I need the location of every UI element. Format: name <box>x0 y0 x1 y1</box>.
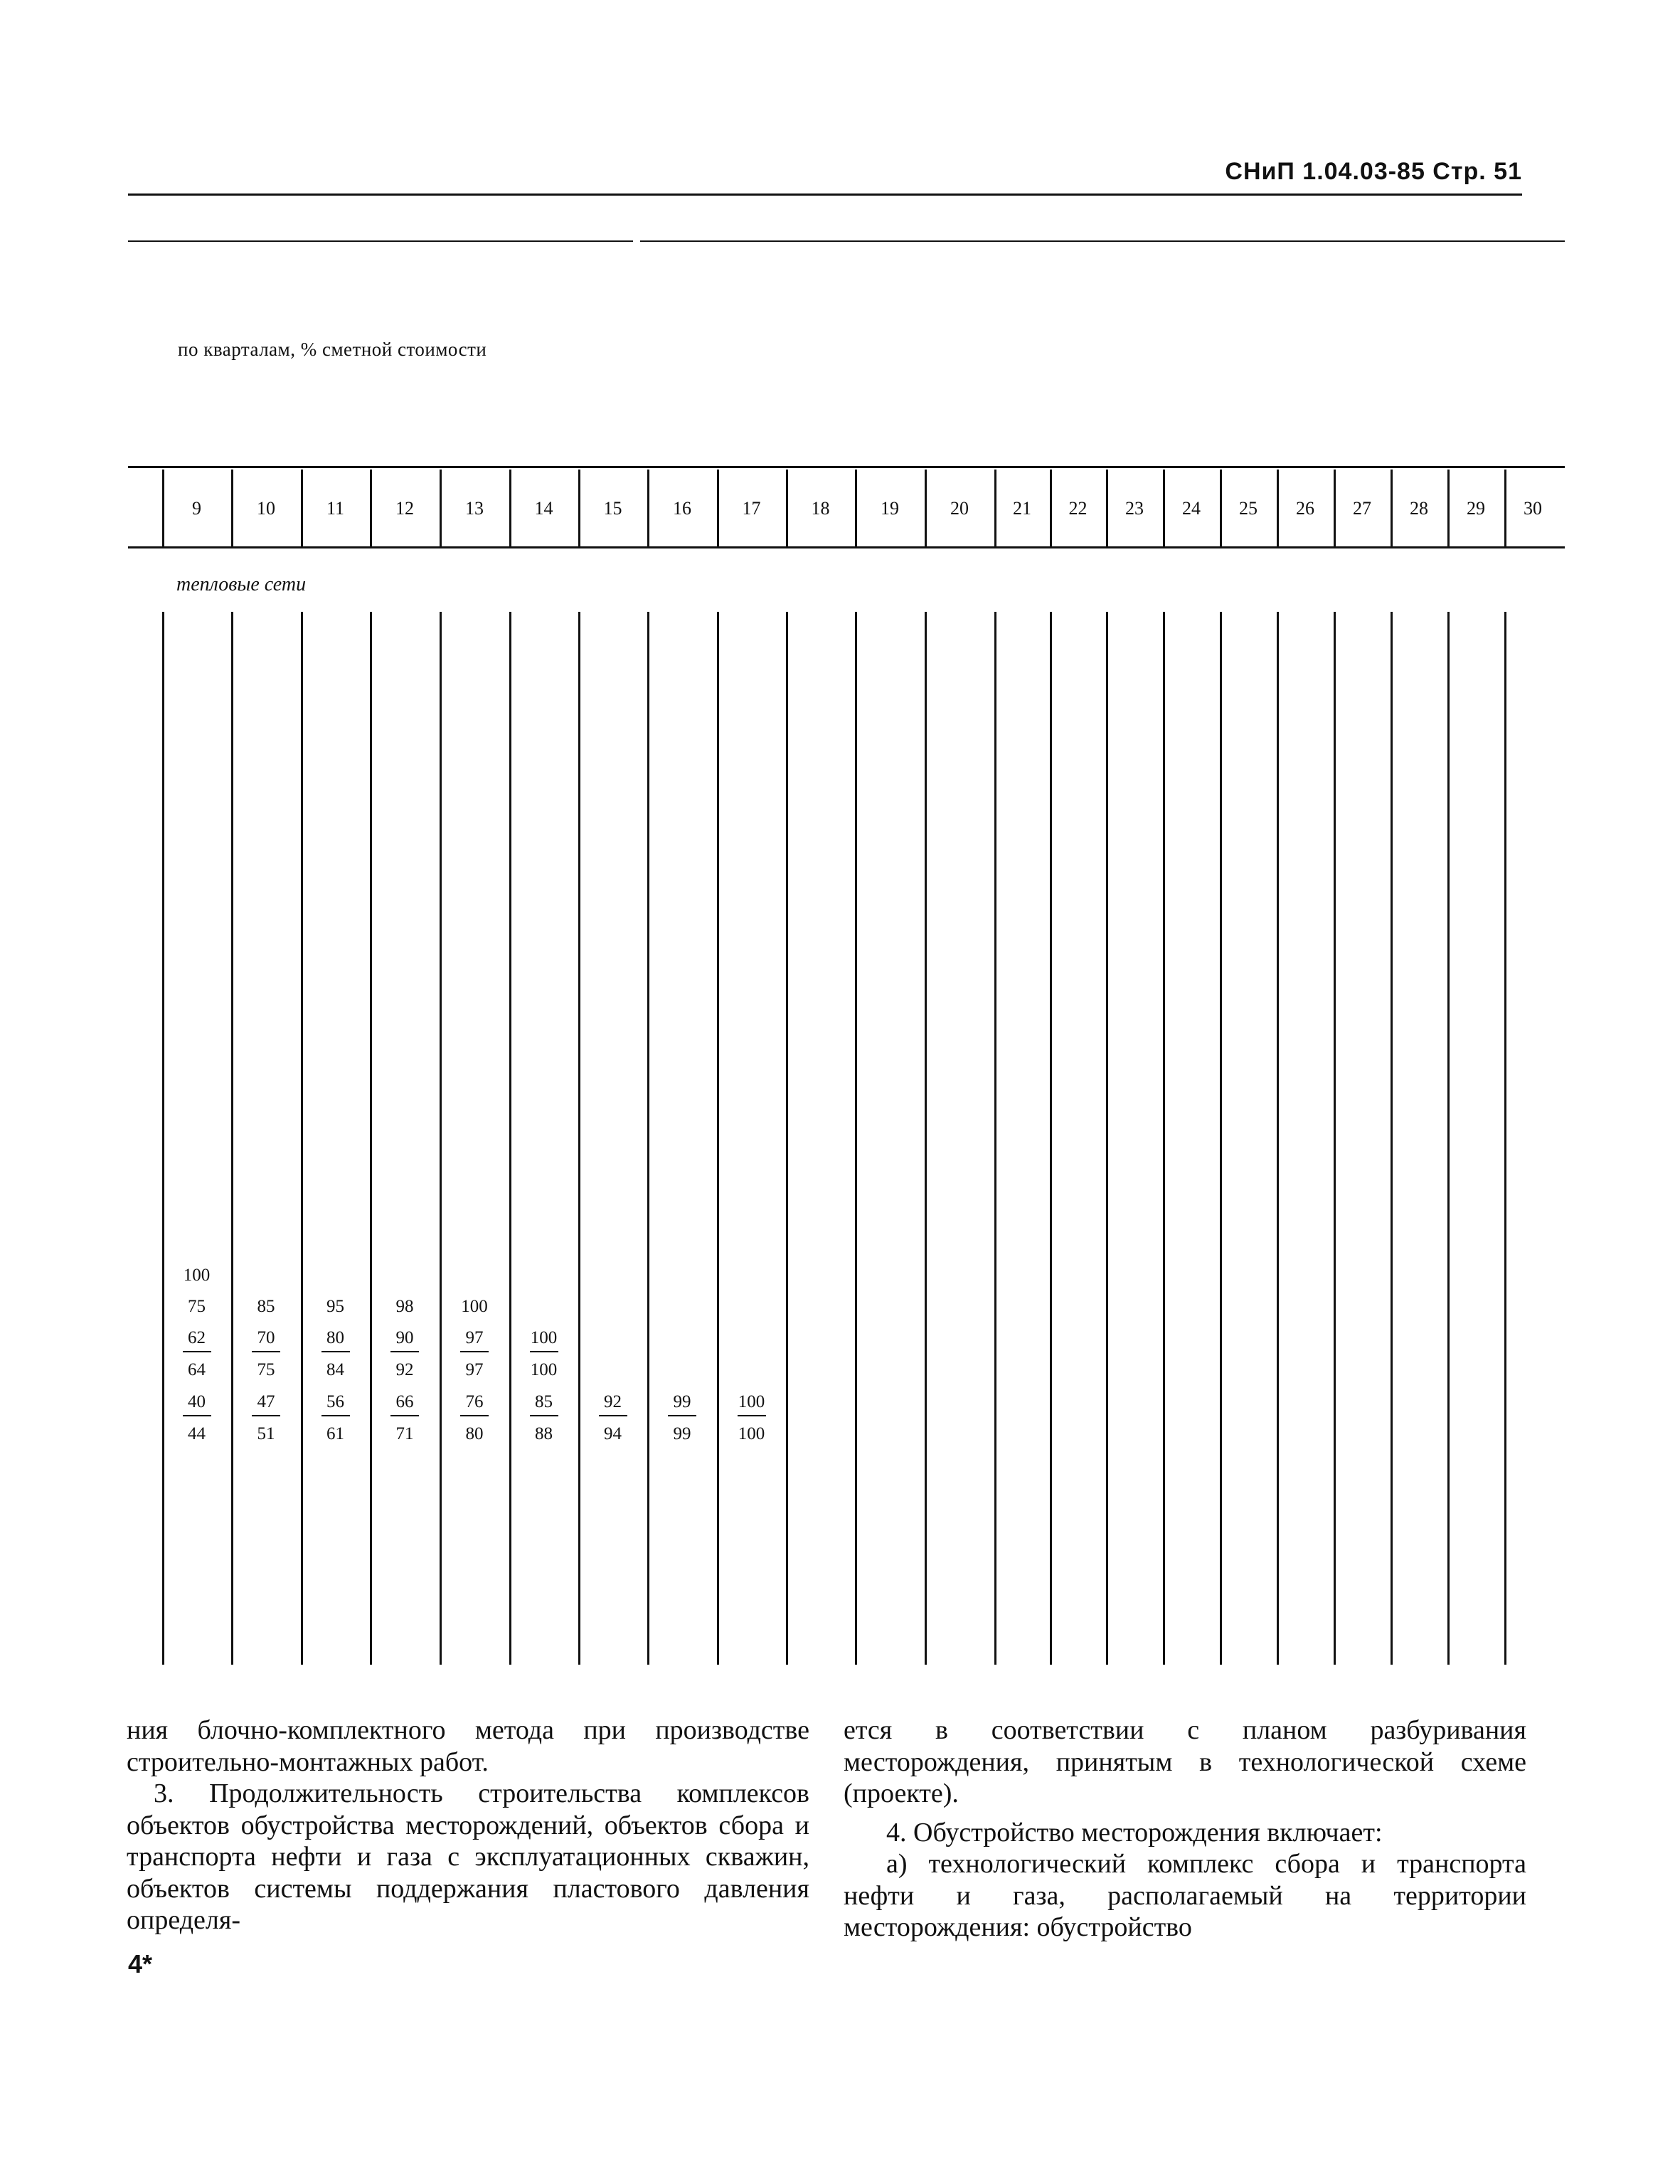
column-separator <box>1106 612 1108 1665</box>
column-header: 27 <box>1353 498 1371 519</box>
column-separator <box>231 612 233 1665</box>
fraction-denominator: 51 <box>257 1424 275 1443</box>
column-header-bottom-rule <box>128 546 1565 548</box>
column-header: 25 <box>1239 498 1258 519</box>
column-header: 21 <box>1013 498 1031 519</box>
column-header: 29 <box>1467 498 1485 519</box>
column-header: 22 <box>1068 498 1088 519</box>
column-separator <box>1391 612 1393 1665</box>
fraction-numerator: 80 <box>326 1328 344 1347</box>
column-separator <box>162 612 164 1665</box>
column-separator <box>1334 612 1336 1665</box>
table-fraction <box>241 1393 291 1443</box>
column-separator <box>647 612 649 1665</box>
column-separator <box>370 470 372 546</box>
column-separator <box>1504 612 1506 1665</box>
column-header: 16 <box>673 498 691 519</box>
table-fraction <box>588 1393 638 1443</box>
table-fraction <box>311 1329 361 1379</box>
column-separator <box>786 470 788 546</box>
paragraph-3: 3. Продолжительность строительства комплексов объектов обустройства месторождений, объектов сбора и транспорта нефти и газа с эксплуатационных скважин, объектов системы поддержания пластового давления определя- <box>127 1779 809 1935</box>
fraction-denominator: 80 <box>465 1424 484 1443</box>
table-top-rule-left <box>128 240 633 242</box>
column-separator <box>1163 612 1165 1665</box>
column-separator <box>1447 612 1450 1665</box>
fraction-denominator: 88 <box>535 1424 553 1443</box>
column-separator <box>1277 612 1279 1665</box>
page-mark: 4* <box>128 1949 153 1978</box>
fraction-numerator: 85 <box>535 1392 553 1411</box>
fraction-denominator: 92 <box>395 1360 414 1379</box>
column-separator <box>370 612 372 1665</box>
column-separator <box>162 470 164 546</box>
column-separator <box>647 470 649 546</box>
fraction-numerator: 100 <box>530 1328 558 1347</box>
column-separator <box>1220 612 1222 1665</box>
column-separator <box>1050 612 1052 1665</box>
column-separator <box>925 612 927 1665</box>
table-fraction <box>519 1393 569 1443</box>
fraction-denominator: 71 <box>395 1424 414 1443</box>
fraction-numerator: 99 <box>673 1392 691 1411</box>
table-fraction <box>450 1329 499 1379</box>
column-header: 30 <box>1524 498 1542 519</box>
fraction-numerator: 92 <box>604 1392 622 1411</box>
fraction-denominator: 99 <box>673 1424 691 1443</box>
column-header: 20 <box>950 498 969 519</box>
header-rule <box>128 194 1522 196</box>
column-header: 15 <box>603 498 622 519</box>
table-value: 98 <box>395 1297 414 1316</box>
column-separator <box>440 612 442 1665</box>
column-header: 10 <box>257 498 275 519</box>
column-header: 17 <box>742 498 761 519</box>
table-fraction <box>380 1393 430 1443</box>
column-separator <box>301 470 303 546</box>
fraction-denominator: 84 <box>326 1360 344 1379</box>
table-fraction <box>450 1393 499 1443</box>
column-separator <box>717 470 719 546</box>
column-header: 19 <box>881 498 899 519</box>
fraction-numerator: 70 <box>257 1328 275 1347</box>
column-header: 28 <box>1410 498 1428 519</box>
table-fraction <box>241 1329 291 1379</box>
column-separator <box>440 470 442 546</box>
table-fraction <box>311 1393 361 1443</box>
fraction-numerator: 47 <box>257 1392 275 1411</box>
column-header: 12 <box>395 498 414 519</box>
fraction-denominator: 44 <box>188 1424 206 1443</box>
column-header: 23 <box>1125 498 1144 519</box>
column-separator <box>717 612 719 1665</box>
column-header: 9 <box>192 498 201 519</box>
column-header: 26 <box>1296 498 1314 519</box>
fraction-denominator: 61 <box>326 1424 344 1443</box>
table-value: 100 <box>183 1266 211 1285</box>
column-separator <box>578 612 580 1665</box>
fraction-denominator: 100 <box>530 1360 558 1379</box>
column-separator <box>301 612 303 1665</box>
fraction-denominator: 64 <box>188 1360 206 1379</box>
column-header: 14 <box>534 498 553 519</box>
column-separator <box>855 612 857 1665</box>
column-separator <box>578 470 580 546</box>
column-header-top-rule <box>128 466 1565 468</box>
table-top-rule-right <box>640 240 1565 242</box>
table-value: 95 <box>326 1297 344 1316</box>
fraction-numerator: 56 <box>326 1392 344 1411</box>
column-separator <box>994 612 996 1665</box>
table-fraction <box>172 1329 222 1379</box>
fraction-numerator: 66 <box>395 1392 414 1411</box>
table-value: 85 <box>257 1297 275 1316</box>
table-value: 100 <box>461 1297 488 1316</box>
fraction-denominator: 97 <box>465 1360 484 1379</box>
paragraph-4a: а) технологический комплекс сбора и транспорта нефти и газа, располагаемый на территории месторождения: обустройство <box>844 1849 1526 1942</box>
column-separator <box>509 612 511 1665</box>
fraction-denominator: 75 <box>257 1360 275 1379</box>
fraction-numerator: 62 <box>188 1328 206 1347</box>
column-separator <box>786 612 788 1665</box>
page-header: СНиП 1.04.03-85 Стр. 51 <box>1225 158 1522 185</box>
fraction-numerator: 97 <box>465 1328 484 1347</box>
column-header: 13 <box>465 498 484 519</box>
column-header: 18 <box>811 498 830 519</box>
table-fraction <box>519 1329 569 1379</box>
paragraph: ния блочно-комплектного метода при производстве строительно-монтажных работ. <box>127 1715 809 1777</box>
section-label: тепловые сети <box>176 573 307 595</box>
fraction-numerator: 90 <box>395 1328 414 1347</box>
column-header: 11 <box>326 498 345 519</box>
column-header: 24 <box>1182 498 1201 519</box>
fraction-denominator: 100 <box>738 1424 765 1443</box>
column-separator <box>855 470 857 546</box>
fraction-numerator: 40 <box>188 1392 206 1411</box>
paragraph-4: 4. Обустройство месторождения включает: <box>886 1817 1383 1848</box>
column-separator <box>509 470 511 546</box>
column-separator <box>925 470 927 546</box>
table-value: 75 <box>188 1297 206 1316</box>
fraction-denominator: 94 <box>604 1424 622 1443</box>
table-fraction <box>172 1393 222 1443</box>
body-text-left <box>127 1714 809 1936</box>
body-text-right <box>844 1714 1526 1944</box>
table-fraction <box>727 1393 777 1443</box>
fraction-numerator: 76 <box>465 1392 484 1411</box>
fraction-numerator: 100 <box>738 1392 765 1411</box>
table-caption: по кварталам, % сметной стоимости <box>178 339 487 360</box>
paragraph: ется в соответствии с планом разбуривания месторождения, принятым в технологической схеме (проекте). <box>844 1715 1526 1808</box>
table-fraction <box>380 1329 430 1379</box>
column-separator <box>231 470 233 546</box>
table-fraction <box>657 1393 707 1443</box>
